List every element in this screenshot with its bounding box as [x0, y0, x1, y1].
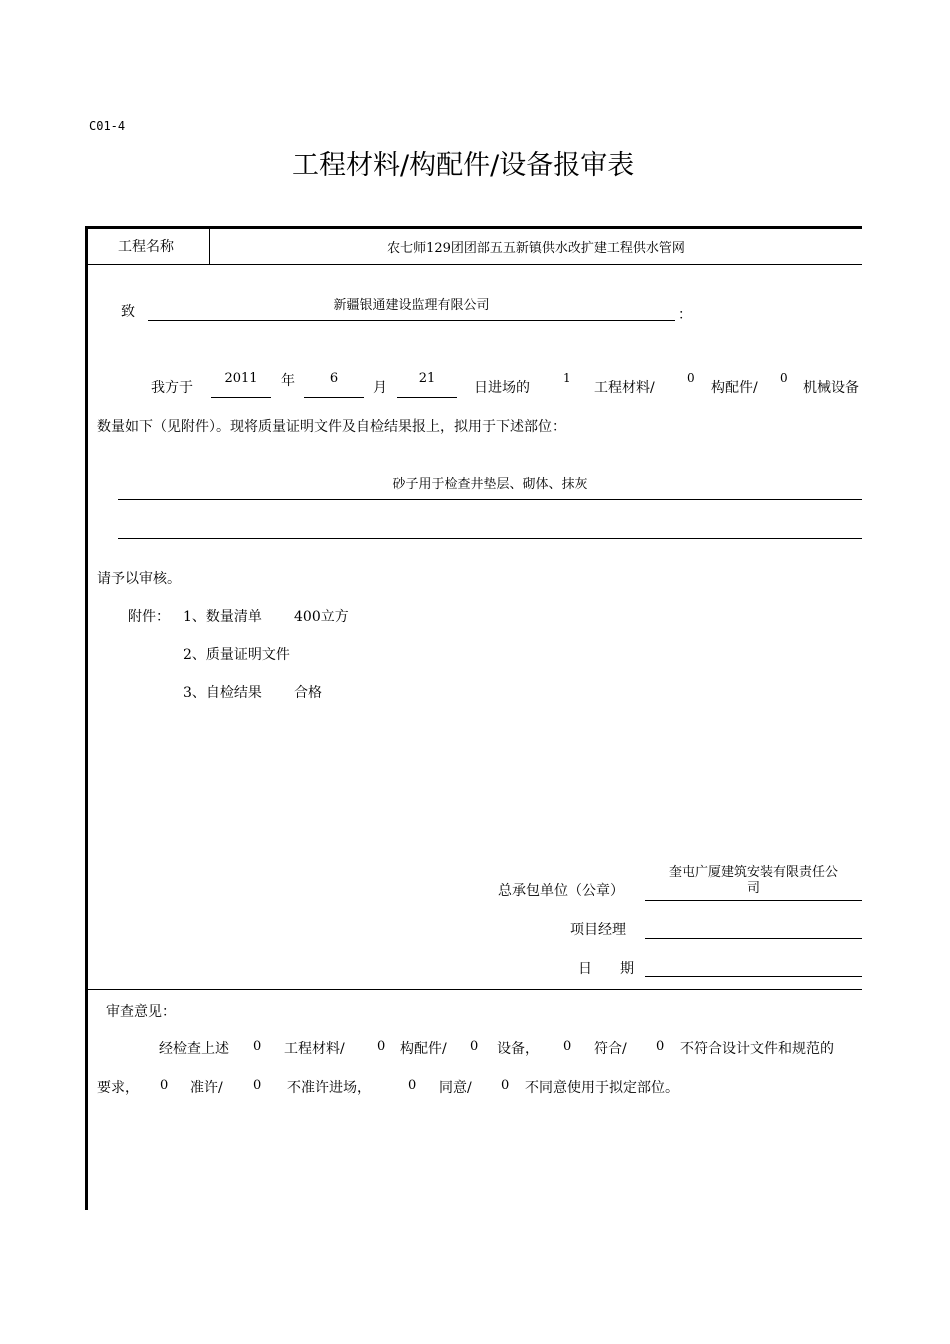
attachments-label: 附件： — [128, 609, 170, 625]
arrival-day: 21 — [418, 371, 436, 386]
section-divider — [85, 989, 862, 990]
table-top-border — [85, 226, 862, 229]
day-underline — [397, 397, 457, 398]
arrival-year-unit: 年 — [281, 373, 295, 389]
review-value-1: 0 — [253, 1039, 262, 1054]
arrival-month-unit: 月 — [373, 380, 387, 396]
review-value-6: 0 — [160, 1078, 169, 1093]
contractor-underline — [645, 900, 862, 901]
manager-label: 项目经理 — [570, 922, 626, 938]
contractor-name-line-2: 司 — [746, 881, 760, 896]
attachment-item-1-value: 400立方 — [294, 609, 349, 625]
materials-count: 1 — [563, 371, 571, 385]
review-value-2: 0 — [377, 1039, 386, 1054]
attachment-item-1: 1、数量清单 — [183, 609, 262, 625]
recipient-colon: ： — [678, 307, 692, 323]
arrival-text-2: 日进场的 — [474, 380, 530, 396]
year-underline — [211, 397, 271, 398]
review-value-5: 0 — [656, 1039, 665, 1054]
row-divider — [85, 264, 862, 265]
review-text-6: 不符合设计文件和规范的 — [680, 1041, 834, 1057]
parts-label: 构配件/ — [711, 380, 758, 396]
page-title: 工程材料/构配件/设备报审表 — [292, 150, 635, 181]
review-text-3: 构配件/ — [400, 1041, 447, 1057]
recipient-name: 新疆银通建设监理有限公司 — [333, 298, 490, 313]
review-value-8: 0 — [408, 1078, 417, 1093]
review-text-8: 准许/ — [190, 1080, 223, 1096]
arrival-text-1: 我方于 — [151, 380, 193, 396]
review-text-2: 工程材料/ — [284, 1041, 345, 1057]
attachment-item-2: 2、质量证明文件 — [183, 647, 290, 663]
recipient-underline — [148, 320, 675, 321]
usage-location: 砂子用于检查井垫层、砌体、抹灰 — [392, 477, 588, 492]
table-left-border — [85, 226, 88, 1210]
attachment-item-3-value: 合格 — [294, 685, 322, 701]
review-text-11: 不同意使用于拟定部位。 — [525, 1080, 679, 1096]
equipment-label: 机械设备 — [803, 380, 859, 396]
month-underline — [304, 397, 364, 398]
form-code: C01-4 — [89, 119, 126, 133]
request-text: 请予以审核。 — [97, 571, 181, 587]
usage-underline-2 — [118, 538, 862, 539]
contractor-name-line-1: 奎屯广厦建筑安装有限责任公 — [668, 865, 838, 880]
arrival-year: 2011 — [224, 371, 258, 386]
review-value-4: 0 — [563, 1039, 572, 1054]
review-text-1: 经检查上述 — [159, 1041, 229, 1057]
recipient-prefix: 致 — [121, 304, 135, 320]
arrival-line-2: 数量如下（见附件）。现将质量证明文件及自检结果报上，拟用于下述部位： — [97, 419, 566, 435]
attachment-item-3: 3、自检结果 — [183, 685, 262, 701]
review-value-3: 0 — [470, 1039, 479, 1054]
review-text-9: 不准许进场， — [287, 1080, 371, 1096]
usage-underline-1 — [118, 499, 862, 500]
arrival-month: 6 — [329, 371, 339, 386]
equipment-count: 0 — [780, 371, 788, 385]
project-name-label: 工程名称 — [118, 239, 174, 255]
review-text-5: 符合/ — [594, 1041, 627, 1057]
contractor-label: 总承包单位（公章） — [498, 883, 624, 899]
manager-underline — [645, 938, 862, 939]
review-text-10: 同意/ — [439, 1080, 472, 1096]
review-text-4: 设备， — [497, 1041, 539, 1057]
project-name-value: 农七师129团团部五五新镇供水改扩建工程供水管网 — [387, 241, 685, 256]
review-text-7: 要求， — [97, 1080, 139, 1096]
review-value-9: 0 — [501, 1078, 510, 1093]
contractor-name — [645, 865, 862, 897]
date-underline — [645, 976, 862, 977]
parts-count: 0 — [687, 371, 695, 385]
review-value-7: 0 — [253, 1078, 262, 1093]
review-title: 审查意见： — [106, 1004, 176, 1020]
materials-label: 工程材料/ — [594, 380, 655, 396]
date-label: 日 期 — [578, 961, 634, 977]
